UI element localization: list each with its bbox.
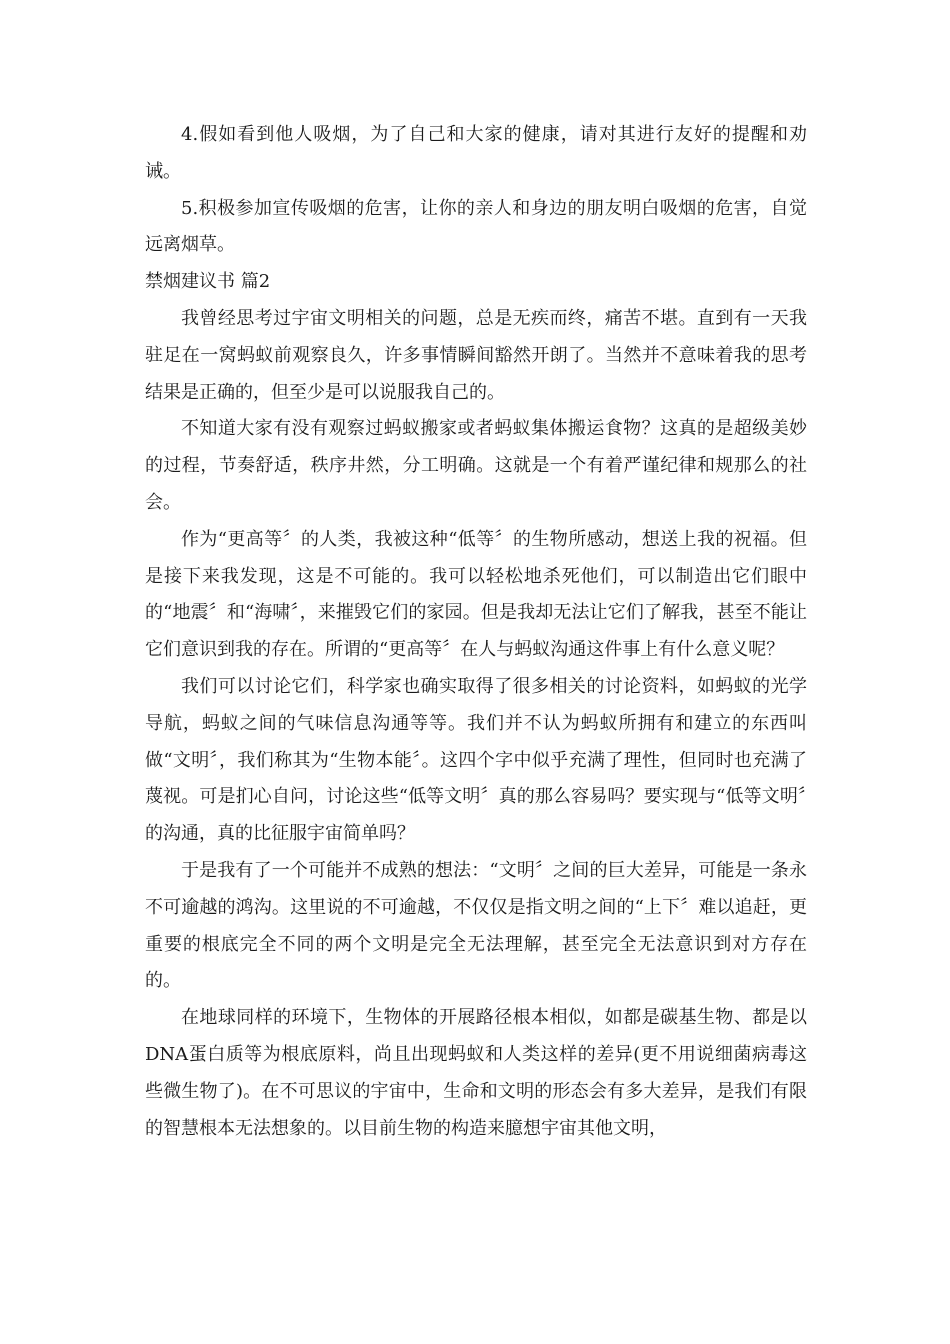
- body-paragraph: 于是我有了一个可能并不成熟的想法：“文明〞之间的巨大差异，可能是一条永不可逾越的鸿沟。这里说的不可逾越，不仅仅是指文明之间的“上下〞难以追赶，更重要的根底完全不同的两个文明是完全无法理解，甚至完全无法意识到对方存在的。: [145, 859, 807, 992]
- document-body: [145, 117, 807, 1147]
- section-heading: 禁烟建议书 篇2: [145, 271, 271, 293]
- paragraph-item-5: 5.积极参加宣传吸烟的危害，让你的亲人和身边的朋友明白吸烟的危害，自觉远离烟草。: [145, 197, 807, 256]
- body-paragraph: 我们可以讨论它们，科学家也确实取得了很多相关的讨论资料，如蚂蚁的光学导航，蚂蚁之间的气味信息沟通等等。我们并不认为蚂蚁所拥有和建立的东西叫做“文明〞，我们称其为“生物本能〞。这四个字中似乎充满了理性，但同时也充满了蔑视。可是扪心自问，讨论这些“低等文明〞真的那么容易吗？要实现与“低等文明〞的沟通，真的比征服宇宙简单吗？: [145, 675, 807, 845]
- body-paragraph: 我曾经思考过宇宙文明相关的问题，总是无疾而终，痛苦不堪。直到有一天我驻足在一窝蚂蚁前观察良久，许多事情瞬间豁然开朗了。当然并不意味着我的思考结果是正确的，但至少是可以说服我自己的。: [145, 307, 807, 403]
- body-paragraph: 不知道大家有没有观察过蚂蚁搬家或者蚂蚁集体搬运食物？这真的是超级美妙的过程，节奏舒适，秩序井然，分工明确。这就是一个有着严谨纪律和规那么的社会。: [145, 418, 807, 513]
- body-paragraph: 在地球同样的环境下，生物体的开展路径根本相似，如都是碳基生物、都是以DNA蛋白质等为根底原料，尚且出现蚂蚁和人类这样的差异(更不用说细菌病毒这些微生物了)。在不可思议的宇宙中，生命和文明的形态会有多大差异，是我们有限的智慧根本无法想象的。以目前生物的构造来臆想宇宙其他文明，: [145, 1007, 807, 1139]
- body-paragraph: 作为“更高等〞的人类，我被这种“低等〞的生物所感动，想送上我的祝福。但是接下来我发现，这是不可能的。我可以轻松地杀死他们，可以制造出它们眼中的“地震〞和“海啸〞，来摧毁它们的家园。但是我却无法让它们了解我，甚至不能让它们意识到我的存在。所谓的“更高等〞在人与蚂蚁沟通这件事上有什么意义呢？: [145, 528, 807, 661]
- paragraph-item-4: 4.假如看到他人吸烟，为了自己和大家的健康，请对其进行友好的提醒和劝诫。: [145, 124, 807, 182]
